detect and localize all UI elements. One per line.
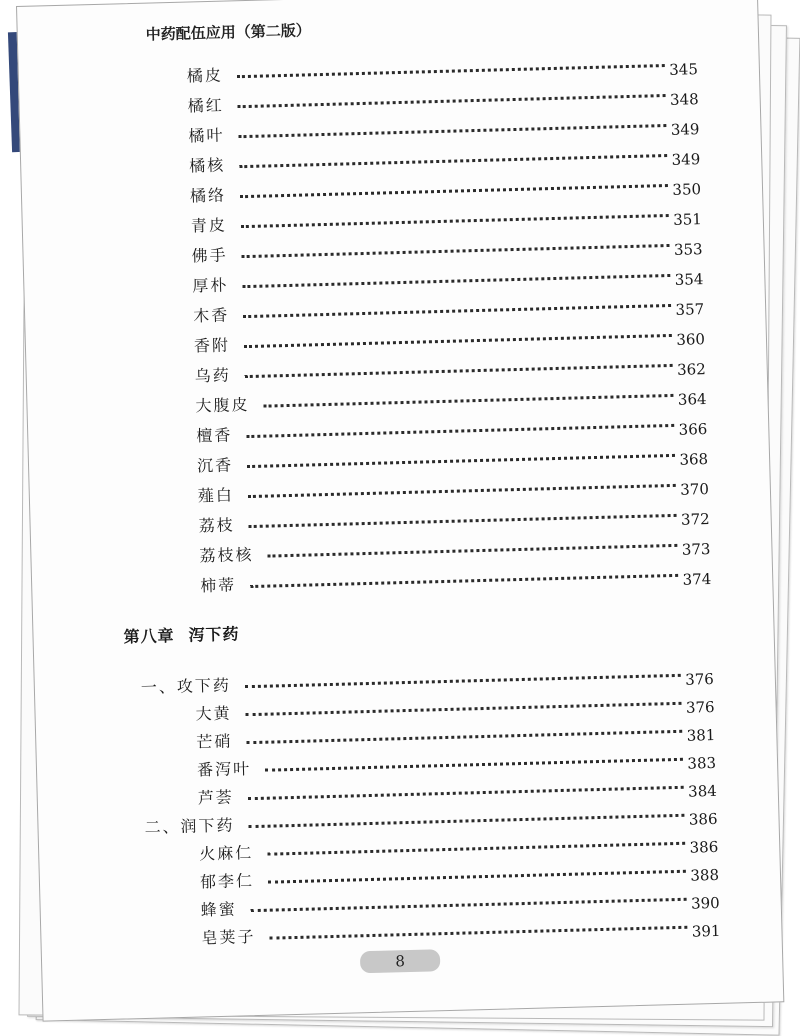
entry-name: 芦荟 — [197, 787, 235, 808]
leader-dots — [242, 243, 670, 257]
entry-name: 青皮 — [190, 215, 228, 235]
section-page: 386 — [688, 809, 718, 829]
page-number: 8 — [360, 949, 441, 973]
entry-name: 荔枝核 — [199, 544, 254, 565]
leader-dots — [267, 543, 677, 557]
leader-dots — [248, 483, 676, 497]
entry-page: 373 — [681, 540, 711, 559]
leader-dots — [242, 273, 670, 287]
section-page: 376 — [684, 669, 715, 689]
entry-page: 345 — [669, 60, 699, 79]
chapter-heading — [123, 621, 240, 647]
section-name: 一、攻下药 — [140, 675, 232, 697]
entry-page: 349 — [670, 120, 700, 139]
entry-name: 橘络 — [189, 185, 227, 206]
entry-page: 364 — [677, 390, 707, 409]
leader-dots — [264, 393, 674, 407]
leader-dots — [268, 869, 686, 883]
entry-name: 佛手 — [191, 245, 228, 265]
leader-dots — [247, 453, 675, 467]
entry-page: 351 — [672, 210, 703, 229]
entry-page: 381 — [686, 725, 716, 745]
entry-page: 368 — [679, 450, 709, 469]
entry-name: 大黄 — [195, 703, 232, 724]
entry-page: 350 — [672, 180, 702, 199]
entry-name: 沉香 — [196, 454, 234, 475]
entry-name: 郁李仁 — [199, 870, 255, 891]
entry-name: 大腹皮 — [195, 394, 250, 415]
toc-entry[interactable] — [200, 559, 711, 596]
entry-page: 372 — [680, 510, 710, 529]
entry-name: 蜂蜜 — [200, 899, 237, 919]
leader-dots — [245, 363, 673, 377]
entry-page: 370 — [680, 480, 710, 499]
entry-name: 厚朴 — [192, 275, 229, 295]
entry-page: 391 — [691, 921, 721, 941]
section-name: 二、润下药 — [144, 815, 235, 837]
leader-dots — [249, 513, 677, 527]
entry-page: 383 — [687, 753, 717, 773]
toc-page — [16, 0, 784, 1022]
leader-dots — [238, 124, 666, 138]
entry-page: 390 — [690, 893, 720, 913]
entry-name: 橘叶 — [188, 125, 225, 146]
entry-page: 388 — [690, 865, 720, 885]
leader-dots — [241, 213, 669, 227]
entry-page: 348 — [669, 90, 699, 109]
leader-dots — [240, 183, 668, 197]
leader-dots — [246, 729, 682, 743]
entry-name: 火麻仁 — [198, 842, 254, 863]
leader-dots — [251, 897, 687, 911]
entry-name: 芒硝 — [196, 731, 233, 752]
entry-name: 番泻叶 — [196, 758, 252, 780]
leader-dots — [249, 813, 685, 827]
leader-dots — [269, 925, 687, 939]
leader-dots — [245, 673, 681, 687]
entry-name: 柿蒂 — [199, 574, 237, 595]
leader-dots — [244, 333, 672, 347]
entry-name: 荔枝 — [198, 514, 235, 535]
leader-dots — [243, 303, 671, 317]
leader-dots — [248, 785, 684, 799]
running-header: 中药配伍应用（第二版） — [145, 21, 311, 44]
leader-dots — [239, 153, 667, 167]
entry-page: 357 — [675, 300, 705, 319]
leader-dots — [246, 701, 682, 715]
entry-name: 乌药 — [194, 365, 231, 385]
entry-page: 386 — [689, 837, 719, 857]
entry-page: 376 — [685, 697, 715, 717]
chapter-title: 泻下药 — [188, 624, 240, 645]
entry-page: 354 — [674, 270, 704, 289]
entry-name: 皂荚子 — [201, 926, 256, 947]
leader-dots — [246, 423, 674, 437]
leader-dots — [237, 64, 665, 78]
entry-name: 橘红 — [187, 95, 224, 116]
entry-name: 橘核 — [188, 155, 226, 176]
leader-dots — [265, 757, 683, 771]
entry-page: 374 — [682, 570, 712, 589]
entry-name: 橘皮 — [186, 65, 224, 86]
entry-name: 香附 — [193, 335, 231, 355]
chapter-number: 第八章 — [123, 626, 175, 647]
entry-page: 349 — [671, 150, 701, 169]
entry-page: 360 — [676, 330, 706, 349]
entry-name: 檀香 — [196, 424, 233, 445]
entry-page: 362 — [676, 360, 706, 379]
leader-dots — [267, 841, 685, 855]
entry-name: 薤白 — [197, 484, 235, 505]
leader-dots — [238, 94, 666, 108]
leader-dots — [250, 573, 678, 587]
entry-page: 353 — [673, 240, 703, 259]
entry-page: 384 — [687, 781, 718, 801]
entry-name: 木香 — [192, 305, 230, 325]
entry-page: 366 — [678, 420, 708, 439]
